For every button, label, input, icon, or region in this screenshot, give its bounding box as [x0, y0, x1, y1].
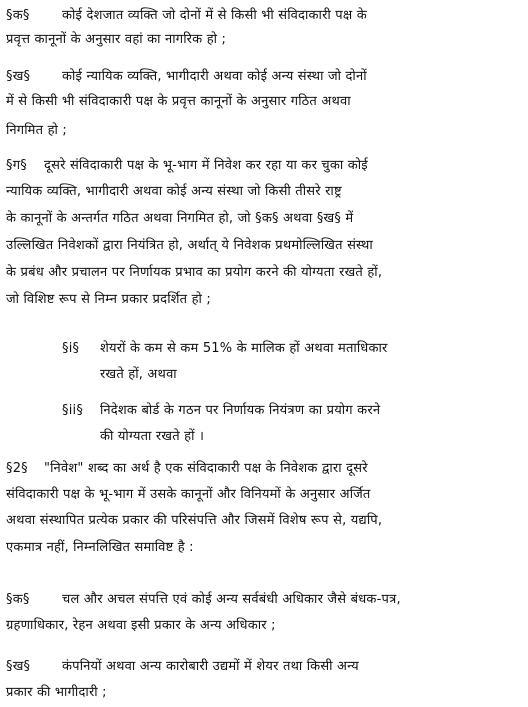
section-2-marker: §2§	[6, 461, 28, 476]
clause-k-marker: §क§	[6, 8, 30, 23]
sub-i-line-2: रखते हों, अथवा	[100, 367, 177, 382]
clause-kh-text-1: कोई न्यायिक व्यक्ति, भागीदारी अथवा कोई अन्य संस्था जो दोनों	[62, 69, 367, 84]
section-2-line-3: अथवा संस्थापित प्रत्येक प्रकार की परिसंपत्ति और जिसमें विशेष रूप से, यद्यपि,	[6, 513, 383, 528]
section-2-text-1: "निवेश" शब्द का अर्थ है एक संविदाकारी पक्ष के निवेशक द्वारा दूसरे	[44, 461, 368, 476]
clause-2k-line-2: ग्रहणाधिकार, रेहन अथवा इसी प्रकार के अन्य अधिकार ;	[6, 618, 276, 633]
clause-g-line-1	[6, 157, 368, 175]
sub-ii-marker: §ii§	[62, 403, 84, 418]
sub-ii-line-1	[62, 402, 380, 420]
clause-g-line-2: न्यायिक व्यक्ति, भागीदारी अथवा कोई अन्य संस्था जो किसी तीसरे राष्ट्र	[6, 184, 342, 199]
clause-g-line-5: के प्रबंध और प्रचालन पर निर्णायक प्रभाव का प्रयोग करने की योग्यता रखते हों,	[6, 265, 383, 280]
clause-2kh-line-1	[6, 658, 359, 676]
clause-kh-line-2: में से किसी भी संविदाकारी पक्ष के प्रवृत्त कानूनों के अनुसार गठित अथवा	[6, 94, 351, 109]
clause-kh-marker: §ख§	[6, 69, 31, 84]
clause-2k-line-1	[6, 591, 401, 609]
sub-i-text-1: शेयरों के कम से कम 51% के मालिक हों अथवा मताधिकार	[100, 341, 388, 356]
sub-ii-text-1: निदेशक बोर्ड के गठन पर निर्णायक नियंत्रण का प्रयोग करने	[100, 403, 381, 418]
clause-g-line-4: उल्लिखित निवेशकों द्वारा नियंत्रित हो, अर्थात् ये निवेशक प्रथमोल्लिखित संस्था	[6, 238, 373, 253]
clause-2kh-line-2: प्रकार की भागीदारी ;	[6, 685, 107, 700]
clause-2kh-marker: §ख§	[6, 659, 31, 674]
clause-k-line-2: प्रवृत्त कानूनों के अनुसार वहां का नागरिक हो ;	[6, 32, 227, 47]
sub-ii-line-2: की योग्यता रखते हों ।	[100, 429, 205, 444]
clause-g-line-3: के कानूनों के अन्तर्गत गठित अथवा निगमित हो, जो §क§ अथवा §ख§ में	[6, 211, 354, 226]
clause-2k-text-1: चल और अचल संपत्ति एवं कोई अन्य सर्वबंधी अधिकार जैसे बंधक-पत्र,	[62, 592, 401, 607]
sub-i-line-1	[62, 340, 388, 358]
clause-kh-line-3: निगमित हो ;	[6, 123, 67, 138]
section-2-line-4: एकमात्र नहीं, निम्नलिखित समाविष्ट है :	[6, 540, 194, 555]
section-2-line-1	[6, 460, 368, 478]
clause-2kh-text-1: कंपनियों अथवा अन्य कारोबारी उद्यमों में शेयर तथा किसी अन्य	[62, 659, 359, 674]
clause-k-text-1: कोई देशजात व्यक्ति जो दोनों में से किसी भी संविदाकारी पक्ष के	[62, 8, 367, 23]
clause-g-line-6: जो विशिष्ट रूप से निम्न प्रकार प्रदर्शित हो ;	[6, 292, 211, 307]
section-2-line-2: संविदाकारी पक्ष के भू-भाग में उसके कानूनों और विनियमों के अनुसार अर्जित	[6, 487, 371, 502]
clause-k-line-1	[6, 7, 367, 25]
clause-kh-line-1	[6, 68, 367, 86]
clause-2k-marker: §क§	[6, 592, 30, 607]
sub-i-marker: §i§	[62, 341, 80, 356]
clause-g-marker: §ग§	[6, 158, 27, 173]
clause-g-text-1: दूसरे संविदाकारी पक्ष के भू-भाग में निवेश कर रहा या कर चुका कोई	[44, 158, 368, 173]
